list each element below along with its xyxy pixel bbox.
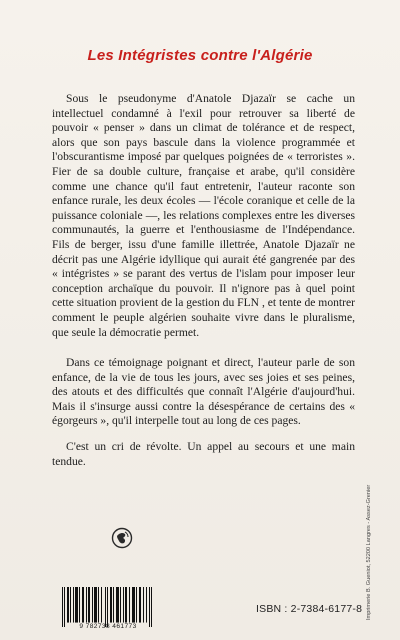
blurb-paragraph-1: Sous le pseudonyme d'Anatole Djazaïr se cache un intellectuel condamné à l'exil pour retrouver sa liberté de pouvoir « penser » dans un climat de tolérance et de respect, alors que son pays bascule dans la violence programmée et l'obscurantisme imposé par quelques poignées de « terroristes ». Fier de sa double culture, française et arabe, qu'il considère comme une chance qu'il faut entretenir, l'auteur raconte son enfance rurale, les deux écoles — l'école coranique et celle de la puissance coloniale —, les relations complexes entre les diverses communautés, la guerre et l'enthousiasme de l'Indépendance. Fils de berger, issu d'une famille illettrée, Anatole Djazaïr ne décrit pas une Algérie idyllique qui aurait été gangrenée par des « intégristes » se parant des vertus de l'islam pour imposer leur conception archaïque du pouvoir. Il n'ignore pas à quel point cette situation provient de la gestion du FLN , et tente de montrer comment le peuple algérien souhaite vivre dans le pluralisme, que seule la démocratie permet.: [52, 92, 355, 339]
isbn-label: ISBN : 2-7384-6177-8: [256, 603, 363, 615]
publisher-logo-icon: [111, 527, 133, 549]
printer-imprint: Imprimerie B. Gueniot, 52200 Langres - Assez-Grenier: [366, 484, 372, 620]
barcode-number: 9 782738 461773: [79, 623, 137, 630]
book-title: Les Intégristes contre l'Algérie: [87, 47, 313, 64]
barcode-icon: [60, 587, 156, 627]
blurb-paragraph-3: C'est un cri de révolte. Un appel au secours et une main tendue.: [52, 440, 355, 468]
blurb-paragraph-2: Dans ce témoignage poignant et direct, l'auteur parle de son enfance, de la vie de tous les jours, avec ses joies et ses peines, des atouts et des difficultés que connaît l'Algérie d'aujourd'hui. Mais il s'insurge aussi contre la désespérance de certains des « égorgeurs », qu'il interpelle tout au long de ces pages.: [52, 356, 355, 428]
